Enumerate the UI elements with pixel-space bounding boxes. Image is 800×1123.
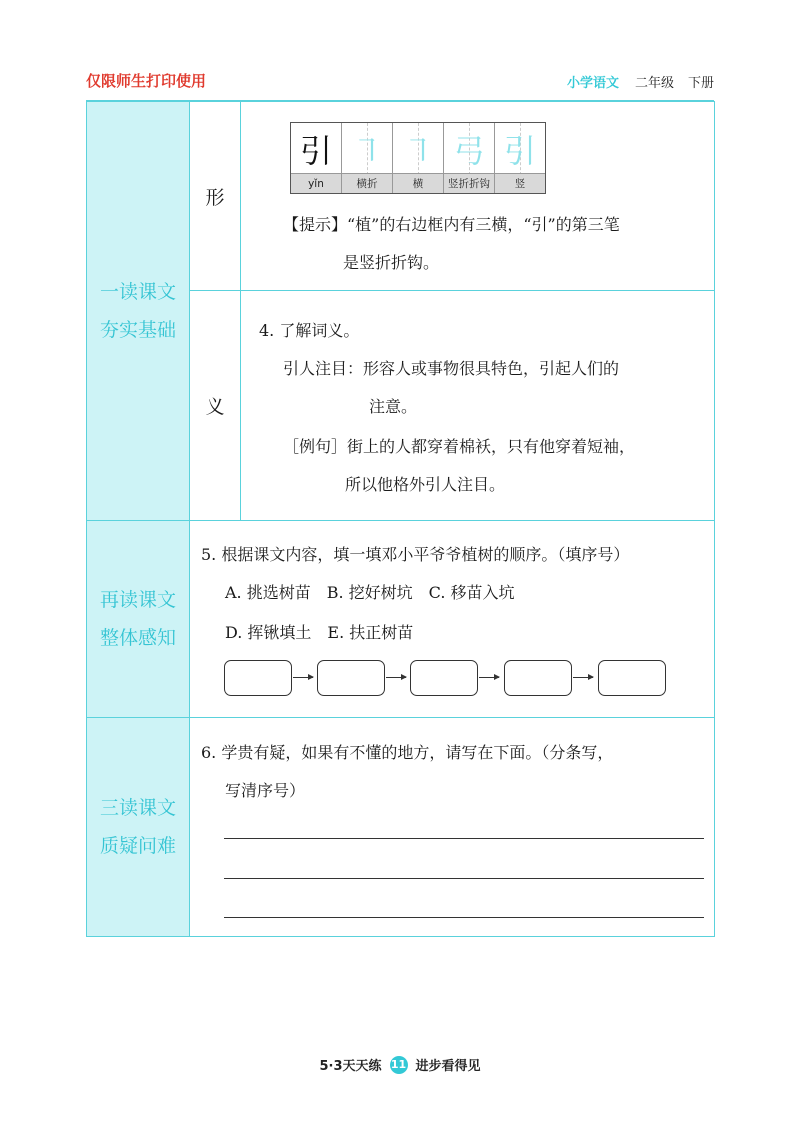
stroke-cell xyxy=(495,123,545,193)
meaning-label: 义 xyxy=(205,395,225,418)
stroke-glyph: ㇕ xyxy=(350,132,383,170)
arrow-icon xyxy=(293,677,313,678)
stroke-glyph: 弓 xyxy=(452,132,485,170)
stroke-name: 竖折折钩 xyxy=(444,173,494,193)
example-line-2: 所以他格外引人注目。 xyxy=(345,475,506,494)
footer-slogan: 进步看得见 xyxy=(415,1059,481,1074)
page-footer xyxy=(0,1055,800,1074)
arrow-icon xyxy=(386,677,406,678)
order-answer-box[interactable] xyxy=(224,660,292,696)
section-title: 三读课文 xyxy=(99,796,176,819)
stroke-cell-main xyxy=(291,123,342,193)
section-label-second-reading xyxy=(87,520,190,717)
definition-line-1: 引人注目：形容人或事物很具特色，引起人们的 xyxy=(283,359,620,378)
stroke-glyph: 引 xyxy=(503,132,536,170)
options-row-2: D. 挥锹填土 E. 扶正树苗 xyxy=(225,623,414,642)
hint-line-2: 是竖折折钩。 xyxy=(343,253,440,272)
order-answer-box[interactable] xyxy=(317,660,385,696)
writing-line[interactable] xyxy=(224,838,704,839)
worksheet-table xyxy=(86,101,715,937)
column-divider xyxy=(240,102,241,520)
question-5-title: 5. 根据课文内容，填一填邓小平爷爷植树的顺序。（填序号） xyxy=(201,545,630,564)
stroke-name: 竖 xyxy=(495,173,545,193)
order-answer-box[interactable] xyxy=(504,660,572,696)
stroke-name: 横折 xyxy=(342,173,392,193)
header-volume: 下册 xyxy=(687,76,714,91)
section-label-first-reading xyxy=(87,102,190,520)
question-4-title: 4. 了解词义。 xyxy=(259,321,360,340)
header-course-info xyxy=(567,72,714,91)
writing-line[interactable] xyxy=(224,878,704,879)
arrow-icon xyxy=(573,677,593,678)
stroke-glyph: ㇕ xyxy=(401,132,434,170)
order-answer-box[interactable] xyxy=(598,660,666,696)
section-divider xyxy=(87,520,714,521)
stroke-cell xyxy=(444,123,495,193)
form-label: 形 xyxy=(205,186,225,209)
section-title: 一读课文 xyxy=(99,281,176,303)
stroke-name: 横 xyxy=(393,173,443,193)
header-grade: 二年级 xyxy=(634,76,674,91)
order-answer-box[interactable] xyxy=(410,660,478,696)
row-divider xyxy=(190,290,714,291)
definition-line-2: 注意。 xyxy=(369,397,418,416)
question-6-line-1: 6. 学贵有疑，如果有不懂的地方，请写在下面。（分条写， xyxy=(201,743,614,762)
print-notice: 仅限师生打印使用 xyxy=(86,72,207,90)
question-6-line-2: 写清序号） xyxy=(225,781,306,800)
writing-line[interactable] xyxy=(224,917,704,918)
section-subtitle: 夯实基础 xyxy=(99,319,176,341)
pinyin-label: yǐn xyxy=(291,173,341,193)
section-label-third-reading xyxy=(87,717,190,936)
options-row-1: A. 挑选树苗 B. 挖好树坑 C. 移苗入坑 xyxy=(225,583,515,602)
stroke-cell xyxy=(393,123,444,193)
hint-line-1: 【提示】“植”的右边框内有三横，“引”的第三笔 xyxy=(283,215,620,234)
page-number: 11 xyxy=(390,1056,408,1074)
section-subtitle: 质疑问难 xyxy=(99,834,176,857)
section-subtitle: 整体感知 xyxy=(99,626,176,649)
character-glyph: 引 xyxy=(299,132,332,170)
stroke-order-strip xyxy=(290,122,546,194)
stroke-cell xyxy=(342,123,393,193)
section-divider xyxy=(87,717,714,718)
section-title: 再读课文 xyxy=(99,588,176,611)
arrow-icon xyxy=(479,677,499,678)
footer-series: 5·3天天练 xyxy=(319,1059,382,1074)
example-line-1: ［例句］街上的人都穿着棉袄，只有他穿着短袖， xyxy=(283,437,636,456)
header-subject: 小学语文 xyxy=(566,76,619,91)
